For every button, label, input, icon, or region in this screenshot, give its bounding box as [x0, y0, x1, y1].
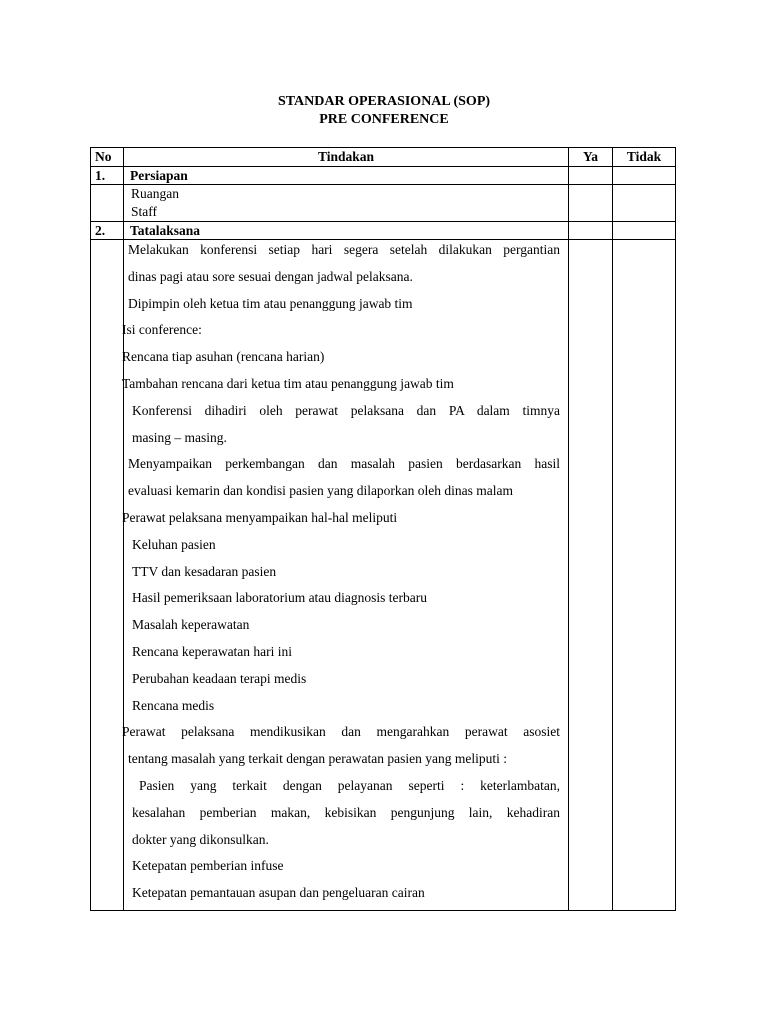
- document-title: STANDAR OPERASIONAL (SOP): [277, 94, 491, 109]
- tidak-cell: [613, 167, 676, 185]
- tidak-cell: [613, 240, 676, 911]
- persiapan-items-cell: [124, 185, 569, 222]
- list-item: Ruangan: [131, 186, 179, 201]
- table-row: [91, 167, 676, 185]
- header-no: No: [91, 148, 124, 167]
- tidak-cell: [613, 185, 676, 222]
- list-item: Pasien yang terkait dengan pelayanan seperti : keterlambatan,: [139, 777, 560, 793]
- list-item: kesalahan pemberian makan, kebisikan pengunjung lain, kehadiran: [132, 804, 560, 820]
- list-item: evaluasi kemarin dan kondisi pasien yang dilaporkan oleh dinas malam: [128, 483, 514, 499]
- list-item: Dipimpin oleh ketua tim atau penanggung jawab tim: [128, 295, 413, 311]
- sop-checklist-table: [90, 147, 676, 911]
- list-item: Rencana keperawatan hari ini: [132, 643, 293, 659]
- header-tidak: Tidak: [613, 148, 676, 167]
- list-item: Tambahan rencana dari ketua tim atau penanggung jawab tim: [122, 375, 454, 391]
- list-item: dokter yang dikonsulkan.: [132, 831, 269, 847]
- list-item: Rencana medis: [132, 697, 215, 713]
- list-item: Hasil pemeriksaan laboratorium atau diagnosis terbaru: [132, 590, 428, 606]
- header-tindakan: Tindakan: [124, 148, 569, 167]
- section-number: 1.: [91, 167, 124, 185]
- list-item: Konferensi dihadiri oleh perawat pelaksana dan PA dalam timnya: [132, 402, 560, 418]
- ya-cell: [569, 185, 613, 222]
- ya-cell: [569, 167, 613, 185]
- table-row: [91, 240, 676, 911]
- list-item: masing – masing.: [132, 429, 227, 445]
- list-item: Staff: [131, 204, 157, 219]
- section-title-persiapan: Persiapan: [124, 167, 569, 185]
- table-row: [91, 222, 676, 240]
- section-number: 2.: [91, 222, 124, 240]
- empty-number-cell: [91, 240, 124, 911]
- document-subtitle: PRE CONFERENCE: [319, 112, 449, 127]
- empty-number-cell: [91, 185, 124, 222]
- tatalaksana-steps-cell: [124, 240, 569, 911]
- list-item: Perawat pelaksana mendikusikan dan mengarahkan perawat asosiet: [122, 724, 560, 740]
- ya-cell: [569, 240, 613, 911]
- list-item: Rencana tiap asuhan (rencana harian): [122, 349, 325, 365]
- list-item: Ketepatan pemberian infuse: [132, 858, 284, 874]
- tidak-cell: [613, 222, 676, 240]
- list-item: tentang masalah yang terkait dengan perawatan pasien yang meliputi :: [128, 751, 507, 767]
- list-item: Ketepatan pemantauan asupan dan pengeluaran cairan: [132, 885, 425, 901]
- section-title-tatalaksana: Tatalaksana: [124, 222, 569, 240]
- table-row: [91, 185, 676, 222]
- list-item: Perubahan keadaan terapi medis: [132, 670, 307, 686]
- list-item: Melakukan konferensi setiap hari segera setelah dilakukan pergantian: [128, 242, 560, 257]
- list-item: Masalah keperawatan: [132, 617, 250, 633]
- table-header-row: [91, 148, 676, 167]
- list-item: Menyampaikan perkembangan dan masalah pasien berdasarkan hasil: [128, 456, 560, 472]
- list-item: Perawat pelaksana menyampaikan hal-hal meliputi: [122, 509, 398, 525]
- header-ya: Ya: [569, 148, 613, 167]
- list-item: Keluhan pasien: [132, 536, 216, 552]
- ya-cell: [569, 222, 613, 240]
- list-item: Isi conference:: [122, 322, 202, 338]
- list-item: TTV dan kesadaran pasien: [132, 563, 277, 579]
- list-item: dinas pagi atau sore sesuai dengan jadwal pelaksana.: [128, 268, 413, 284]
